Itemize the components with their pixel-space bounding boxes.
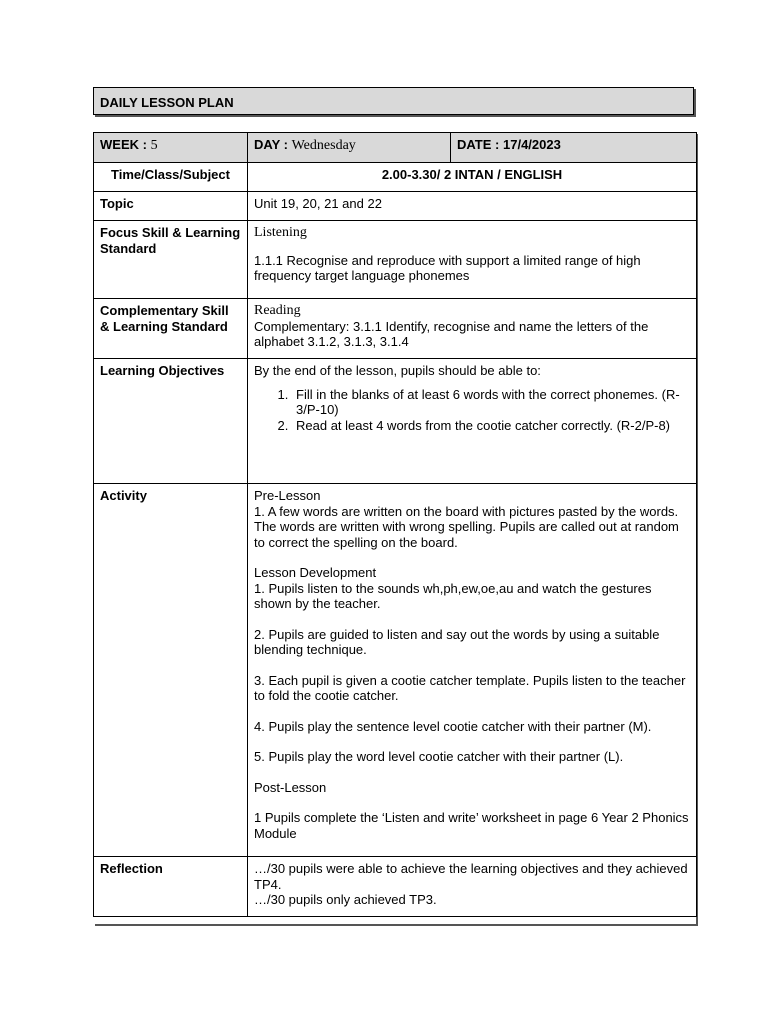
topic-value: Unit 19, 20, 21 and 22: [248, 192, 697, 221]
development-step: 2. Pupils are guided to listen and say out the words by using a suitable blending technique.: [254, 626, 660, 657]
focus-skill: Listening: [254, 225, 307, 240]
focus-row: [94, 221, 697, 299]
pre-lesson-step: 1. A few words are written on the board with pictures pasted by the words. The words are written with wrong spelling. Pupils are called out at random to correct the spelling on the board.: [254, 503, 679, 550]
complementary-label: Complementary Skill & Learning Standard: [94, 299, 248, 359]
lesson-plan-table: [93, 132, 697, 917]
complementary-content: [248, 299, 697, 359]
time-label: Time/Class/Subject: [94, 163, 248, 192]
focus-content: [248, 221, 697, 299]
development-step: 1. Pupils listen to the sounds wh,ph,ew,oe,au and watch the gestures shown by the teacher.: [254, 580, 652, 611]
objective-item: 1. Fill in the blanks of at least 6 words with the correct phonemes. (R-3/P-10): [292, 387, 690, 418]
topic-row: [94, 192, 697, 221]
development-heading: Lesson Development: [254, 565, 377, 580]
focus-standard: 1.1.1 Recognise and reproduce with support a limited range of high frequency target language phonemes: [254, 252, 641, 283]
focus-label: Focus Skill & Learning Standard: [94, 221, 248, 299]
post-lesson-heading: Post-Lesson: [254, 779, 327, 795]
header-row: [94, 133, 697, 163]
date-value: 17/4/2023: [503, 137, 561, 152]
date-cell: [451, 133, 697, 163]
activity-label: Activity: [94, 484, 248, 857]
reflection-line: …/30 pupils were able to achieve the learning objectives and they achieved TP4.: [254, 861, 688, 892]
activity-content: [248, 484, 697, 857]
topic-label: Topic: [94, 192, 248, 221]
day-label: DAY :: [254, 137, 288, 152]
objectives-intro: By the end of the lesson, pupils should be able to:: [254, 363, 541, 378]
pre-lesson-heading: Pre-Lesson: [254, 488, 321, 503]
objectives-content: [248, 359, 697, 484]
page-title: [93, 87, 694, 115]
development-step: 4. Pupils play the sentence level cootie catcher with their partner (M).: [254, 718, 652, 734]
complementary-standard: Complementary: 3.1.1 Identify, recognise and name the letters of the alphabet 3.1.2, 3.1.3, 3.1.4: [254, 318, 649, 349]
development-step: 5. Pupils play the word level cootie catcher with their partner (L).: [254, 749, 624, 764]
reflection-content: [248, 857, 697, 917]
date-label: DATE :: [457, 137, 500, 152]
objective-item: 2. Read at least 4 words from the cootie catcher correctly. (R-2/P-8): [292, 418, 690, 434]
complementary-skill: Reading: [254, 303, 301, 318]
week-value: 5: [150, 138, 158, 153]
complementary-row: [94, 299, 697, 359]
time-value: 2.00-3.30/ 2 INTAN / ENGLISH: [248, 163, 697, 192]
objectives-row: [94, 359, 697, 484]
reflection-row: [94, 857, 697, 917]
activity-row: [94, 484, 697, 857]
title-text: DAILY LESSON PLAN: [100, 95, 234, 110]
objectives-label: Learning Objectives: [94, 359, 248, 484]
objectives-list: [254, 387, 690, 434]
time-row: [94, 163, 697, 192]
reflection-label: Reflection: [94, 857, 248, 917]
post-lesson-step: 1 Pupils complete the ‘Listen and write’ worksheet in page 6 Year 2 Phonics Module: [254, 810, 689, 841]
day-value: Wednesday: [291, 138, 356, 153]
week-cell: [94, 133, 248, 163]
development-step: 3. Each pupil is given a cootie catcher template. Pupils listen to the teacher to fold the cootie catcher.: [254, 672, 686, 703]
reflection-line: …/30 pupils only achieved TP3.: [254, 892, 437, 907]
week-label: WEEK :: [100, 137, 147, 152]
day-cell: [248, 133, 451, 163]
